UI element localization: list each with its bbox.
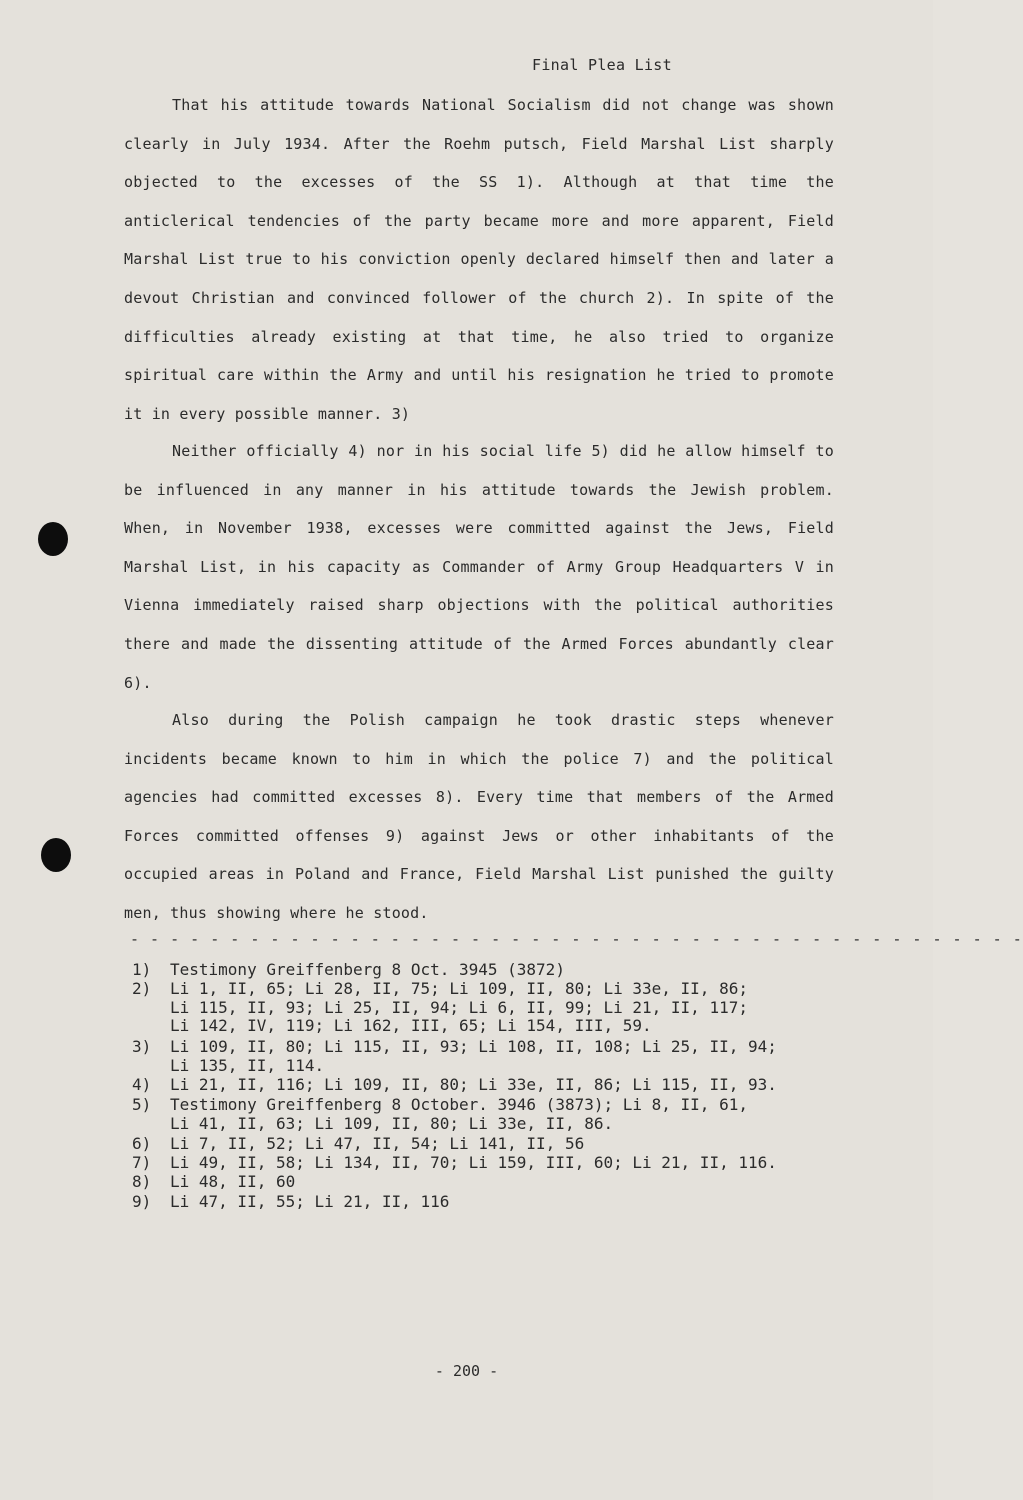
footnote [132, 1154, 822, 1173]
footnote [132, 1173, 822, 1192]
punch-hole [38, 522, 68, 556]
footnote-text: Li 47, II, 55; Li 21, II, 116 [170, 1192, 450, 1211]
footnote-number: 8) [132, 1172, 152, 1191]
paragraph-3: Also during the Polish campaign he took drastic steps whenever incidents became known to him in which the police 7) and the political agencies had committed excesses 8). Every time that members of the Armed Forces committed offenses 9) against Jews or other inhabitants of the occupied areas in Poland and France, Field Marshal List punished the guilty men, thus showing where he stood. [124, 711, 834, 922]
footnote-number: 6) [132, 1134, 152, 1153]
footnote-number: 1) [132, 960, 152, 979]
footnote [132, 1193, 822, 1212]
footnote-text: Li 48, II, 60 [170, 1172, 296, 1191]
footnote-number: 4) [132, 1075, 152, 1094]
footnote-text: Li 49, II, 58; Li 134, II, 70; Li 159, III, 60; Li 21, II, 116. [170, 1153, 777, 1172]
page-number: - 200 - [434, 1362, 499, 1380]
footnote [132, 1096, 822, 1133]
footnote-number: 2) [132, 979, 152, 998]
paragraph-1: That his attitude towards National Socialism did not change was shown clearly in July 1934. After the Roehm putsch, Field Marshal List sharply objected to the excesses of the SS 1). Although at that time the anticlerical tendencies of the party became more and more apparent, Field Marshal List true to his conviction openly declared himself then and later a devout Christian and convinced follower of the church 2). In spite of the difficulties already existing at that time, he also tried to organize spiritual care within the Army and until his resignation he tried to promote it in every possible manner. 3) [124, 96, 834, 423]
punch-hole [41, 838, 71, 872]
footnote-number: 7) [132, 1153, 152, 1172]
footnote [132, 980, 822, 1036]
footnote-text: Testimony Greiffenberg 8 Oct. 3945 (3872) [170, 960, 565, 979]
footnote [132, 961, 822, 980]
footnote-text: Li 7, II, 52; Li 47, II, 54; Li 141, II, 56 [170, 1134, 585, 1153]
footnote-text: Li 109, II, 80; Li 115, II, 93; Li 108, II, 108; Li 25, II, 94; Li 135, II, 114. [170, 1037, 777, 1075]
paragraph-2: Neither officially 4) nor in his social life 5) did he allow himself to be influenced in any manner in his attitude towards the Jewish problem. When, in November 1938, excesses were committed against the Jews, Field Marshal List, in his capacity as Commander of Army Group Headquarters V in Vienna immediately raised sharp objections with the political authorities there and made the dissenting attitude of the Armed Forces abundantly clear 6). [124, 442, 834, 692]
page-header: Final Plea List [532, 56, 672, 74]
footnote-text: Testimony Greiffenberg 8 October. 3946 (3873); Li 8, II, 61, Li 41, II, 63; Li 109, II, 80; Li 33e, II, 86. [170, 1095, 748, 1133]
footnote-number: 3) [132, 1037, 152, 1056]
footnote-separator: - - - - - - - - - - - - - - - - - - - - - - - - - - - - - - - - - - - - - - - - - - - - - [130, 930, 1023, 948]
footnote [132, 1076, 822, 1095]
footnote [132, 1135, 822, 1154]
footnote-text: Li 1, II, 65; Li 28, II, 75; Li 109, II, 80; Li 33e, II, 86; Li 115, II, 93; Li 25, II, 94; Li 6, II, 99; Li 21, II, 117; Li 142, IV, 119; Li 162, III, 65; Li 154, III, 59. [170, 979, 748, 1036]
footnote-number: 9) [132, 1192, 152, 1211]
footnote [132, 1038, 822, 1075]
footnote-number: 5) [132, 1095, 152, 1114]
footnote-text: Li 21, II, 116; Li 109, II, 80; Li 33e, II, 86; Li 115, II, 93. [170, 1075, 777, 1094]
